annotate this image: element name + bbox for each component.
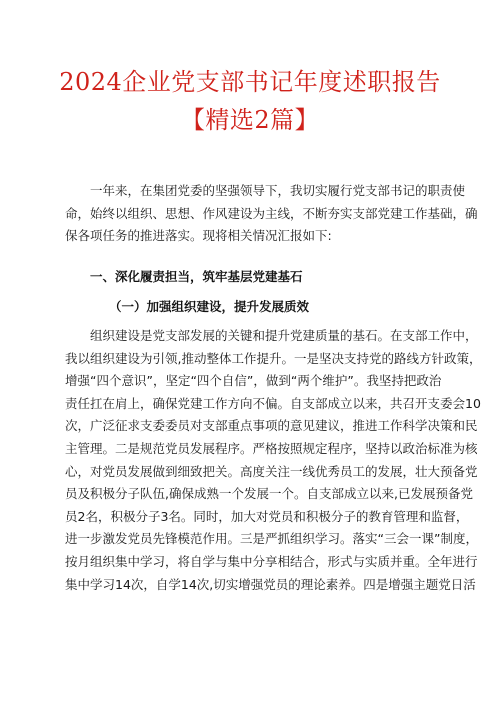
intro-line: 命，始终以组织、思想、作风建设为主线，不断夯实支部党建工作基础，确 [65,205,478,221]
subsection-heading: （一）加强组织建设，提升发展质效 [109,299,310,314]
section-heading: 一、深化履责担当，筑牢基层党建基石 [90,269,303,284]
paragraph-line: 集中学习14次，自学14次,切实增强党员的理论素养。四是增强主题党日活 [65,576,476,592]
main-paragraph [65,325,482,596]
document-subtitle: 【精选2篇】 [180,106,320,134]
intro-paragraph [65,180,478,248]
paragraph-line: 进一步激发党员先锋模范作用。三是严抓组织学习。落实“三会一课”制度， [65,531,478,547]
paragraph-line: 心，对党员发展做到细致把关。高度关注一线优秀员工的发展，壮大预备党 [65,463,478,479]
paragraph-line: 员2名，积极分子3名。同时，加大对党员和积极分子的教育管理和监督， [65,508,469,524]
paragraph-line: 组织建设是党支部发展的关键和提升党建质量的基石。在支部工作中， [90,328,478,343]
paragraph-line: 员及积极分子队伍,确保成熟一个发展一个。自支部成立以来,已发展预备党 [65,486,473,502]
intro-line: 保各项任务的推进落实。现将相关情况汇报如下: [65,228,332,244]
paragraph-line: 我以组织建设为引领,推动整体工作提升。一是坚决支持党的路线方针政策， [65,350,482,366]
document-title: 2024企业党支部书记年度述职报告 [59,68,441,96]
paragraph-line: 次，广泛征求支委委员对支部重点事项的意见建议，推进工作科学决策和民 [65,418,478,434]
paragraph-line: 责任扛在肩上，确保党建工作方向不偏。自支部成立以来，共召开支委会10 [65,395,481,411]
paragraph-line: 按月组织集中学习，将自学与集中分享相结合，形式与实质并重。全年进行 [65,553,478,569]
intro-line: 一年来，在集团党委的坚强领导下，我切实履行党支部书记的职责使 [90,183,466,198]
paragraph-line: 主管理。二是规范党员发展程序。严格按照规定程序，坚持以政治标准为核 [65,440,478,456]
paragraph-line: 增强“四个意识”，坚定“四个自信”，做到“两个维护”。我坚持把政治 [65,373,442,389]
